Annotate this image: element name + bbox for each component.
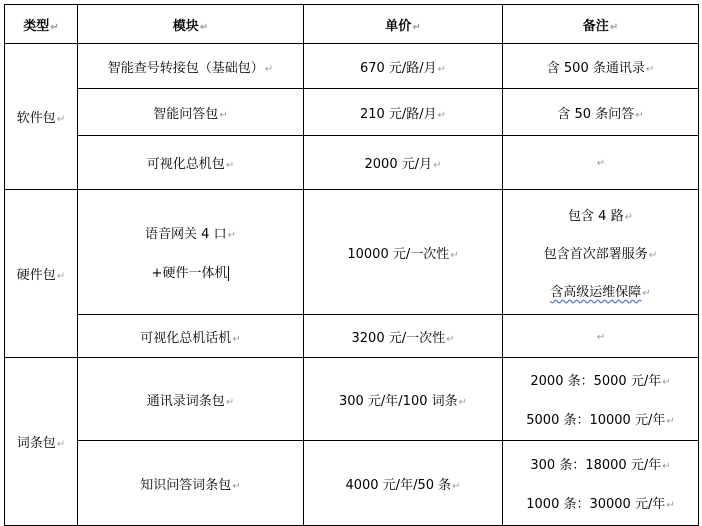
header-note: 备注↵ xyxy=(503,5,699,44)
note-line: 2000 条：5000 元/年↵ xyxy=(530,374,671,389)
module-line: +硬件一体机 xyxy=(151,266,228,281)
price-cell: 4000 元/年/50 条↵ xyxy=(304,441,503,526)
text-cursor xyxy=(228,266,229,281)
note-line: 包含 4 路↵ xyxy=(568,208,633,224)
table-row xyxy=(5,89,699,136)
note-cell: 含 500 条通讯录↵ xyxy=(503,44,699,89)
note-line: 5000 条：10000 元/年↵ xyxy=(526,413,675,428)
table-row xyxy=(5,315,699,358)
module-cell xyxy=(78,190,304,315)
price-cell: 210 元/路/月↵ xyxy=(304,89,503,136)
note-line: 1000 条：30000 元/年↵ xyxy=(526,497,675,512)
note-cell-empty: ↵ xyxy=(503,315,699,358)
module-cell: 通讯录词条包↵ xyxy=(78,358,304,441)
header-type: 类型↵ xyxy=(5,5,78,44)
module-cell: 知识问答词条包↵ xyxy=(78,441,304,526)
type-cell-hardware: 硬件包↵ xyxy=(5,190,78,358)
header-price: 单价↵ xyxy=(304,5,503,44)
price-cell: 3200 元/一次性↵ xyxy=(304,315,503,358)
header-module: 模块↵ xyxy=(78,5,304,44)
price-cell: 2000 元/月↵ xyxy=(304,136,503,190)
note-cell: 含 50 条问答↵ xyxy=(503,89,699,136)
table-row xyxy=(5,190,699,315)
table-row xyxy=(5,441,699,526)
table-row xyxy=(5,358,699,441)
module-cell: 可视化总机话机↵ xyxy=(78,315,304,358)
pricing-table xyxy=(4,4,699,526)
note-line: 含高级运维保障↵ xyxy=(550,284,651,300)
header-row xyxy=(5,5,699,44)
price-cell: 670 元/路/月↵ xyxy=(304,44,503,89)
module-cell: 可视化总机包↵ xyxy=(78,136,304,190)
module-cell: 智能查号转接包（基础包）↵ xyxy=(78,44,304,89)
note-cell xyxy=(503,441,699,526)
type-cell-software: 软件包↵ xyxy=(5,44,78,190)
note-cell xyxy=(503,358,699,441)
note-cell-empty: ↵ xyxy=(503,136,699,190)
table-row xyxy=(5,44,699,89)
note-cell xyxy=(503,190,699,315)
type-cell-entries: 词条包↵ xyxy=(5,358,78,526)
price-cell: 300 元/年/100 词条↵ xyxy=(304,358,503,441)
price-cell: 10000 元/一次性↵ xyxy=(304,190,503,315)
note-line: 包含首次部署服务↵ xyxy=(543,246,658,262)
module-line: 语音网关 4 口↵ xyxy=(145,227,236,242)
note-line: 300 条：18000 元/年↵ xyxy=(530,458,671,473)
table-row xyxy=(5,136,699,190)
module-cell: 智能问答包↵ xyxy=(78,89,304,136)
